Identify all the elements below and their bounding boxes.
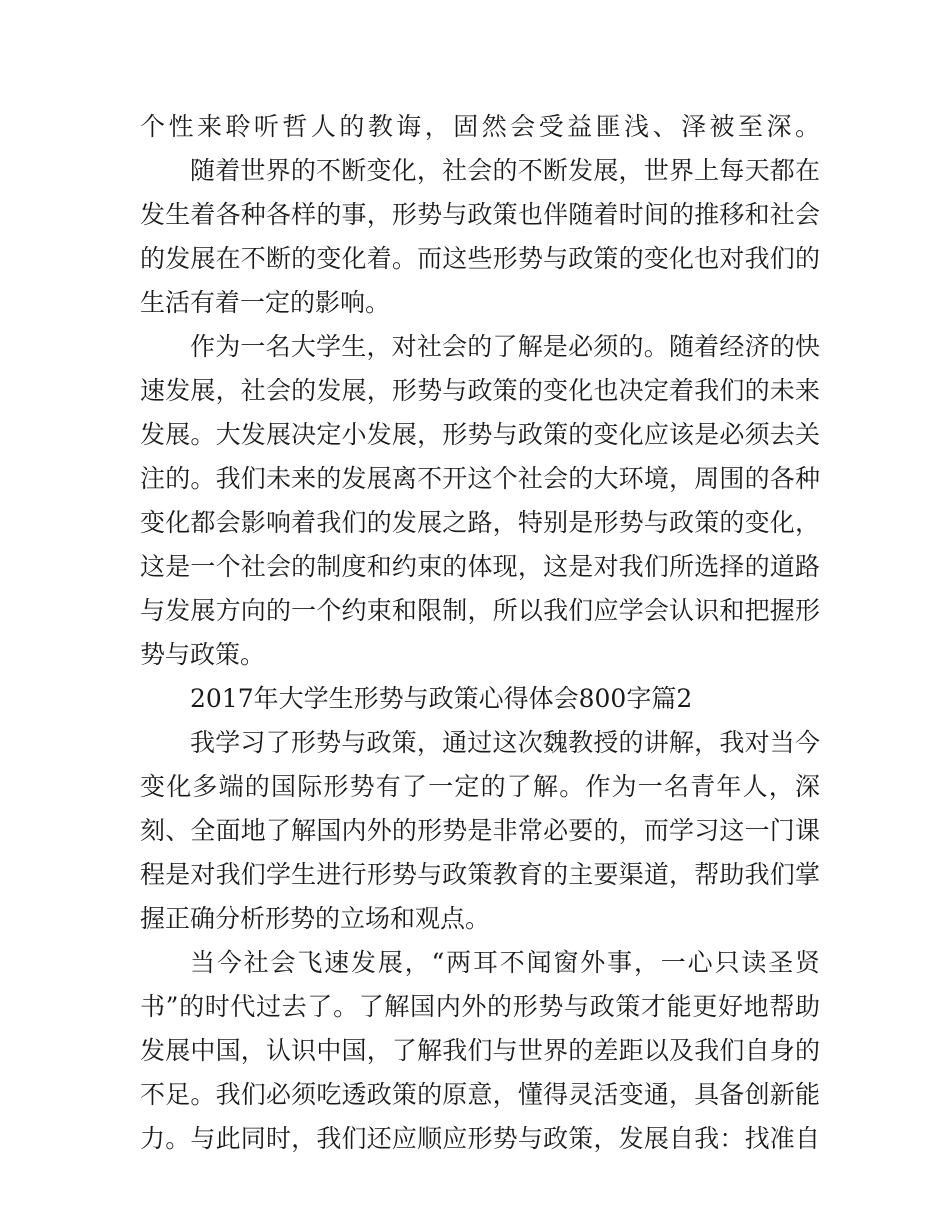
text-line: 势与政策。	[140, 640, 266, 669]
text-line: 当今社会飞速发展，“两耳不闻窗外事，一心只读圣贤	[190, 948, 820, 977]
text-line: 握正确分析形势的立场和观点。	[140, 904, 491, 933]
text-line: 程是对我们学生进行形势与政策教育的主要渠道，帮助我们掌	[140, 860, 820, 889]
text-line: 不足。我们必须吃透政策的原意，懂得灵活变通，具备创新能	[140, 1080, 820, 1109]
text-line: 这是一个社会的制度和约束的体现，这是对我们所选择的道路	[140, 552, 820, 581]
text-line: 个性来聆听哲人的教诲，固然会受益匪浅、泽被至深。	[140, 112, 820, 141]
text-line: 变化多端的国际形势有了一定的了解。作为一名青年人，深	[140, 772, 820, 801]
text-line: 书”的时代过去了。了解国内外的形势与政策才能更好地帮助	[140, 992, 820, 1021]
text-line: 发展中国，认识中国，了解我们与世界的差距以及我们自身的	[140, 1036, 820, 1065]
text-line: 的发展在不断的变化着。而这些形势与政策的变化也对我们的	[140, 244, 820, 273]
text-line: 与发展方向的一个约束和限制，所以我们应学会认识和把握形	[140, 596, 820, 625]
text-line: 注的。我们未来的发展离不开这个社会的大环境，周围的各种	[140, 464, 820, 493]
text-line: 随着世界的不断变化，社会的不断发展，世界上每天都在	[190, 156, 820, 185]
text-line: 我学习了形势与政策，通过这次魏教授的讲解，我对当今	[190, 728, 820, 757]
section-heading: 2017年大学生形势与政策心得体会800字篇2	[190, 684, 693, 713]
text-line: 变化都会影响着我们的发展之路，特别是形势与政策的变化，	[140, 508, 820, 537]
text-line: 刻、全面地了解国内外的形势是非常必要的，而学习这一门课	[140, 816, 820, 845]
text-line: 力。与此同时，我们还应顺应形势与政策，发展自我：找准自	[140, 1124, 820, 1153]
text-line: 发展。大发展决定小发展，形势与政策的变化应该是必须去关	[140, 420, 820, 449]
text-line: 生活有着一定的影响。	[140, 288, 391, 317]
text-line: 速发展，社会的发展，形势与政策的变化也决定着我们的未来	[140, 376, 820, 405]
text-line: 发生着各种各样的事，形势与政策也伴随着时间的推移和社会	[140, 200, 820, 229]
text-line: 作为一名大学生，对社会的了解是必须的。随着经济的快	[190, 332, 820, 361]
